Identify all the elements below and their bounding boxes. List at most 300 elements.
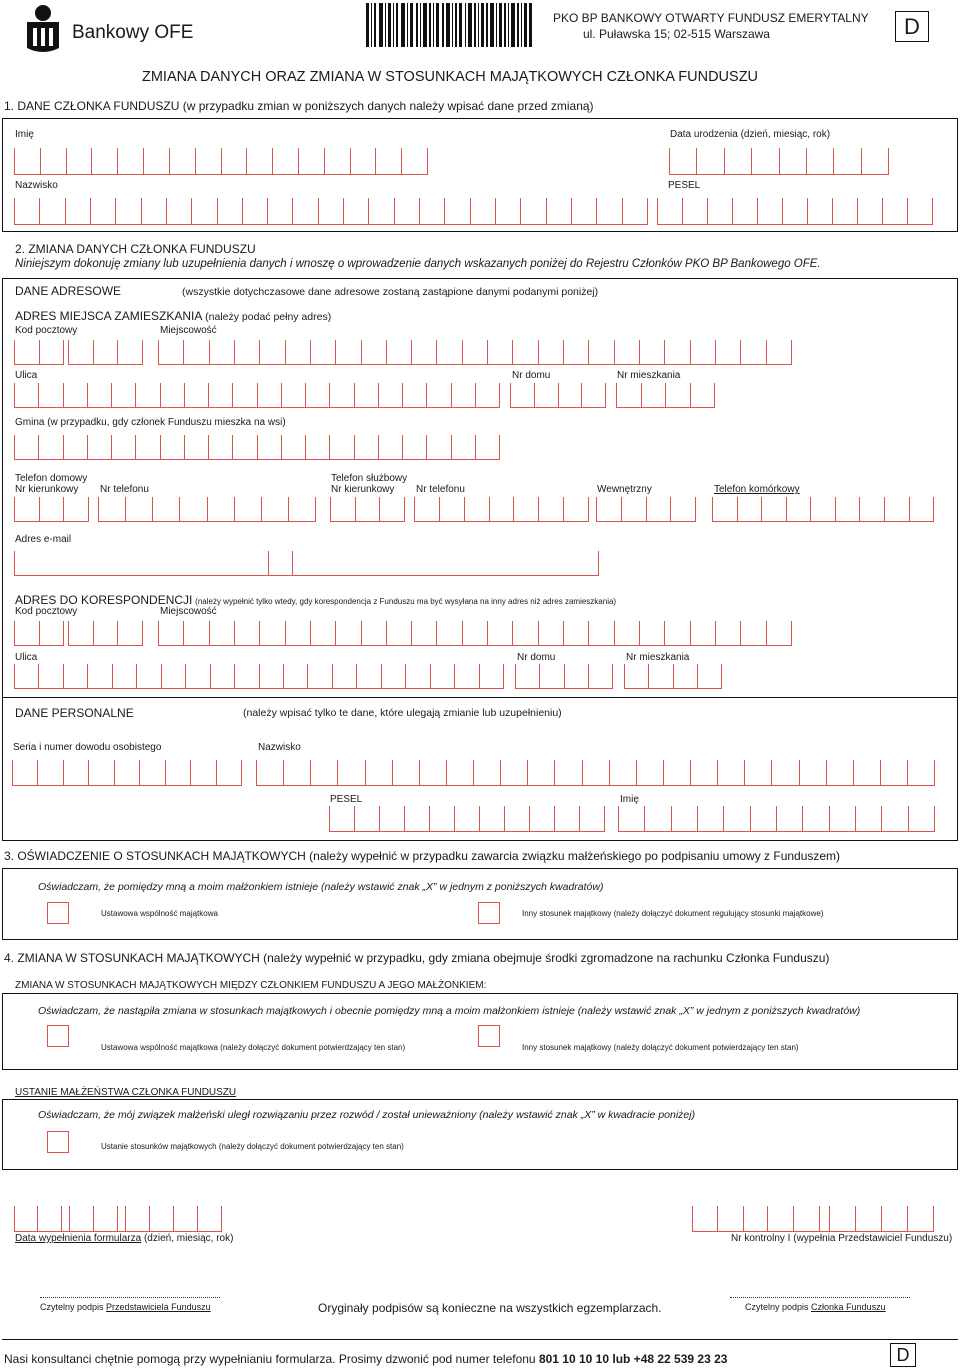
char-cell[interactable] xyxy=(338,760,365,786)
char-cell[interactable] xyxy=(674,664,698,689)
char-cell[interactable] xyxy=(355,806,380,832)
char-cell[interactable] xyxy=(319,198,344,225)
char-cell[interactable] xyxy=(243,198,268,225)
tel-sluzbowy-wewnetrzny[interactable] xyxy=(596,497,696,522)
data-urodzenia-input[interactable] xyxy=(669,148,889,175)
char-cell[interactable] xyxy=(445,198,470,225)
kor-ulica-input[interactable] xyxy=(14,664,504,689)
char-cell[interactable] xyxy=(539,621,564,646)
char-cell[interactable] xyxy=(412,621,437,646)
char-cell[interactable] xyxy=(233,383,257,408)
char-cell[interactable] xyxy=(94,340,119,365)
char-cell[interactable] xyxy=(738,497,763,522)
char-cell[interactable] xyxy=(440,497,465,522)
char-cell[interactable] xyxy=(395,198,420,225)
char-cell[interactable] xyxy=(38,1206,62,1232)
char-cell[interactable] xyxy=(64,435,88,460)
char-cell[interactable] xyxy=(616,383,642,408)
char-cell[interactable] xyxy=(645,806,671,832)
data-wypelnienia-input[interactable] xyxy=(14,1206,228,1232)
dowod-input[interactable] xyxy=(12,760,242,786)
char-cell[interactable] xyxy=(269,551,293,576)
char-cell[interactable] xyxy=(883,198,908,225)
char-cell[interactable] xyxy=(724,806,750,832)
char-cell[interactable] xyxy=(665,621,690,646)
char-cell[interactable] xyxy=(513,340,538,365)
char-cell[interactable] xyxy=(908,198,933,225)
char-cell[interactable] xyxy=(698,806,724,832)
char-cell[interactable] xyxy=(596,497,622,522)
char-cell[interactable] xyxy=(610,760,637,786)
char-cell[interactable] xyxy=(14,435,39,460)
char-cell[interactable] xyxy=(496,198,521,225)
char-cell[interactable] xyxy=(306,383,330,408)
char-cell[interactable] xyxy=(712,497,738,522)
imie-input[interactable] xyxy=(14,148,428,175)
char-cell[interactable] xyxy=(908,1206,934,1232)
char-cell[interactable] xyxy=(657,198,683,225)
char-cell[interactable] xyxy=(767,621,792,646)
char-cell[interactable] xyxy=(741,621,766,646)
char-cell[interactable] xyxy=(68,621,94,646)
char-cell[interactable] xyxy=(185,435,209,460)
char-cell[interactable] xyxy=(807,148,834,175)
char-cell[interactable] xyxy=(268,198,293,225)
char-cell[interactable] xyxy=(427,383,451,408)
char-cell[interactable] xyxy=(559,383,583,408)
char-cell[interactable] xyxy=(733,198,758,225)
char-cell[interactable] xyxy=(174,1206,198,1232)
char-cell[interactable] xyxy=(564,497,589,522)
char-cell[interactable] xyxy=(68,340,94,365)
char-cell[interactable] xyxy=(716,340,741,365)
char-cell[interactable] xyxy=(405,806,430,832)
char-cell[interactable] xyxy=(772,760,799,786)
char-cell[interactable] xyxy=(67,148,93,175)
char-cell[interactable] xyxy=(208,497,235,522)
char-cell[interactable] xyxy=(725,148,752,175)
char-cell[interactable] xyxy=(12,760,38,786)
char-cell[interactable] xyxy=(618,806,645,832)
char-cell[interactable] xyxy=(488,621,513,646)
char-cell[interactable] xyxy=(40,198,65,225)
char-cell[interactable] xyxy=(118,340,143,365)
char-cell[interactable] xyxy=(767,340,792,365)
char-cell[interactable] xyxy=(589,340,614,365)
char-cell[interactable] xyxy=(437,621,462,646)
char-cell[interactable] xyxy=(161,435,185,460)
char-cell[interactable] xyxy=(665,340,690,365)
char-cell[interactable] xyxy=(488,340,513,365)
char-cell[interactable] xyxy=(235,621,260,646)
char-cell[interactable] xyxy=(115,760,140,786)
char-cell[interactable] xyxy=(116,198,141,225)
char-cell[interactable] xyxy=(41,148,67,175)
s3-checkbox-ustawowa[interactable] xyxy=(47,902,69,924)
char-cell[interactable] xyxy=(217,760,242,786)
char-cell[interactable] xyxy=(112,435,136,460)
char-cell[interactable] xyxy=(311,621,336,646)
char-cell[interactable] xyxy=(882,806,908,832)
char-cell[interactable] xyxy=(293,551,599,576)
char-cell[interactable] xyxy=(380,806,405,832)
char-cell[interactable] xyxy=(387,340,412,365)
char-cell[interactable] xyxy=(672,806,698,832)
char-cell[interactable] xyxy=(683,198,708,225)
char-cell[interactable] xyxy=(530,806,555,832)
char-cell[interactable] xyxy=(14,148,41,175)
tel-domowy-kierunkowy[interactable] xyxy=(14,497,89,522)
char-cell[interactable] xyxy=(40,497,65,522)
char-cell[interactable] xyxy=(184,340,209,365)
char-cell[interactable] xyxy=(480,806,505,832)
char-cell[interactable] xyxy=(697,148,724,175)
kor-miejscowosc-input[interactable] xyxy=(158,621,792,646)
char-cell[interactable] xyxy=(64,497,89,522)
char-cell[interactable] xyxy=(393,760,420,786)
char-cell[interactable] xyxy=(88,664,112,689)
char-cell[interactable] xyxy=(490,497,515,522)
char-cell[interactable] xyxy=(356,497,381,522)
char-cell[interactable] xyxy=(153,497,180,522)
char-cell[interactable] xyxy=(420,760,447,786)
char-cell[interactable] xyxy=(427,435,451,460)
char-cell[interactable] xyxy=(92,148,118,175)
char-cell[interactable] xyxy=(256,760,284,786)
char-cell[interactable] xyxy=(64,664,88,689)
char-cell[interactable] xyxy=(718,1206,744,1232)
char-cell[interactable] xyxy=(830,806,856,832)
char-cell[interactable] xyxy=(260,340,285,365)
char-cell[interactable] xyxy=(521,198,546,225)
telefon-komorkowy-input[interactable] xyxy=(712,497,934,522)
char-cell[interactable] xyxy=(14,383,39,408)
char-cell[interactable] xyxy=(403,383,427,408)
char-cell[interactable] xyxy=(185,383,209,408)
char-cell[interactable] xyxy=(14,340,40,365)
char-cell[interactable] xyxy=(344,198,369,225)
char-cell[interactable] xyxy=(184,621,209,646)
char-cell[interactable] xyxy=(910,497,935,522)
char-cell[interactable] xyxy=(293,198,318,225)
miejscowosc-input[interactable] xyxy=(158,340,792,365)
char-cell[interactable] xyxy=(235,340,260,365)
char-cell[interactable] xyxy=(555,806,580,832)
char-cell[interactable] xyxy=(597,198,622,225)
char-cell[interactable] xyxy=(289,497,316,522)
char-cell[interactable] xyxy=(539,340,564,365)
char-cell[interactable] xyxy=(882,1206,908,1232)
char-cell[interactable] xyxy=(162,664,186,689)
char-cell[interactable] xyxy=(118,1206,126,1232)
char-cell[interactable] xyxy=(476,435,500,460)
char-cell[interactable] xyxy=(209,383,233,408)
char-cell[interactable] xyxy=(463,621,488,646)
char-cell[interactable] xyxy=(91,198,116,225)
char-cell[interactable] xyxy=(14,497,40,522)
char-cell[interactable] xyxy=(480,664,504,689)
char-cell[interactable] xyxy=(142,198,167,225)
char-cell[interactable] xyxy=(196,148,222,175)
char-cell[interactable] xyxy=(218,198,243,225)
kor-kod-pocztowy-part2[interactable] xyxy=(68,621,143,646)
char-cell[interactable] xyxy=(858,198,883,225)
char-cell[interactable] xyxy=(691,383,716,408)
char-cell[interactable] xyxy=(186,664,210,689)
char-cell[interactable] xyxy=(862,148,889,175)
char-cell[interactable] xyxy=(649,664,673,689)
char-cell[interactable] xyxy=(622,497,647,522)
char-cell[interactable] xyxy=(664,760,691,786)
char-cell[interactable] xyxy=(144,148,170,175)
char-cell[interactable] xyxy=(465,497,490,522)
char-cell[interactable] xyxy=(118,621,143,646)
s4-checkbox-inny[interactable] xyxy=(478,1025,500,1047)
char-cell[interactable] xyxy=(282,435,306,460)
char-cell[interactable] xyxy=(299,148,325,175)
char-cell[interactable] xyxy=(514,497,539,522)
char-cell[interactable] xyxy=(501,760,528,786)
char-cell[interactable] xyxy=(94,621,119,646)
char-cell[interactable] xyxy=(623,198,648,225)
char-cell[interactable] xyxy=(820,1206,830,1232)
ulica-input[interactable] xyxy=(14,383,500,408)
nr-kontrolny-input[interactable] xyxy=(692,1206,934,1232)
char-cell[interactable] xyxy=(528,760,555,786)
char-cell[interactable] xyxy=(909,806,935,832)
char-cell[interactable] xyxy=(112,383,136,408)
char-cell[interactable] xyxy=(330,435,354,460)
char-cell[interactable] xyxy=(452,383,476,408)
char-cell[interactable] xyxy=(14,551,269,576)
char-cell[interactable] xyxy=(768,1206,794,1232)
char-cell[interactable] xyxy=(311,760,338,786)
char-cell[interactable] xyxy=(669,148,697,175)
char-cell[interactable] xyxy=(191,760,216,786)
char-cell[interactable] xyxy=(615,621,640,646)
char-cell[interactable] xyxy=(580,806,605,832)
email-input[interactable] xyxy=(14,551,599,576)
char-cell[interactable] xyxy=(330,497,356,522)
pesel-input[interactable] xyxy=(657,198,933,225)
char-cell[interactable] xyxy=(362,621,387,646)
char-cell[interactable] xyxy=(547,198,572,225)
char-cell[interactable] xyxy=(14,621,40,646)
char-cell[interactable] xyxy=(811,497,836,522)
char-cell[interactable] xyxy=(745,760,772,786)
char-cell[interactable] xyxy=(379,383,403,408)
kor-kod-pocztowy-part1[interactable] xyxy=(14,621,64,646)
char-cell[interactable] xyxy=(403,435,427,460)
char-cell[interactable] xyxy=(351,148,377,175)
char-cell[interactable] xyxy=(198,1206,222,1232)
char-cell[interactable] xyxy=(336,340,361,365)
char-cell[interactable] xyxy=(624,664,649,689)
char-cell[interactable] xyxy=(126,1206,150,1232)
char-cell[interactable] xyxy=(505,806,530,832)
char-cell[interactable] xyxy=(210,340,235,365)
char-cell[interactable] xyxy=(402,148,428,175)
char-cell[interactable] xyxy=(362,340,387,365)
char-cell[interactable] xyxy=(14,1206,38,1232)
char-cell[interactable] xyxy=(741,340,766,365)
char-cell[interactable] xyxy=(64,760,89,786)
char-cell[interactable] xyxy=(881,760,908,786)
char-cell[interactable] xyxy=(471,198,496,225)
char-cell[interactable] xyxy=(572,198,597,225)
char-cell[interactable] xyxy=(535,383,559,408)
char-cell[interactable] xyxy=(192,198,217,225)
char-cell[interactable] xyxy=(447,760,474,786)
kor-nr-domu-input[interactable] xyxy=(515,664,613,689)
char-cell[interactable] xyxy=(716,621,741,646)
char-cell[interactable] xyxy=(589,621,614,646)
char-cell[interactable] xyxy=(222,148,248,175)
char-cell[interactable] xyxy=(564,621,589,646)
char-cell[interactable] xyxy=(380,497,405,522)
char-cell[interactable] xyxy=(564,340,589,365)
char-cell[interactable] xyxy=(783,198,808,225)
char-cell[interactable] xyxy=(39,664,63,689)
char-cell[interactable] xyxy=(247,148,273,175)
char-cell[interactable] xyxy=(94,1206,118,1232)
char-cell[interactable] xyxy=(671,497,696,522)
nr-mieszkania-input[interactable] xyxy=(616,383,715,408)
char-cell[interactable] xyxy=(515,664,540,689)
char-cell[interactable] xyxy=(691,340,716,365)
char-cell[interactable] xyxy=(211,664,235,689)
s4-checkbox-ustawowa[interactable] xyxy=(47,1025,69,1047)
char-cell[interactable] xyxy=(210,621,235,646)
char-cell[interactable] xyxy=(355,383,379,408)
kod-pocztowy-part1[interactable] xyxy=(14,340,64,365)
char-cell[interactable] xyxy=(691,760,718,786)
char-cell[interactable] xyxy=(118,148,144,175)
char-cell[interactable] xyxy=(834,148,861,175)
char-cell[interactable] xyxy=(158,340,184,365)
char-cell[interactable] xyxy=(336,621,361,646)
gmina-input[interactable] xyxy=(14,435,500,460)
s3-checkbox-inny[interactable] xyxy=(478,902,500,924)
char-cell[interactable] xyxy=(284,664,308,689)
char-cell[interactable] xyxy=(455,664,479,689)
char-cell[interactable] xyxy=(513,621,538,646)
char-cell[interactable] xyxy=(167,198,192,225)
char-cell[interactable] xyxy=(751,806,777,832)
char-cell[interactable] xyxy=(140,760,165,786)
char-cell[interactable] xyxy=(555,760,582,786)
char-cell[interactable] xyxy=(666,383,691,408)
char-cell[interactable] xyxy=(476,383,500,408)
char-cell[interactable] xyxy=(235,664,259,689)
char-cell[interactable] xyxy=(233,435,257,460)
char-cell[interactable] xyxy=(161,383,185,408)
char-cell[interactable] xyxy=(126,497,153,522)
char-cell[interactable] xyxy=(136,435,160,460)
char-cell[interactable] xyxy=(640,340,665,365)
char-cell[interactable] xyxy=(40,340,65,365)
char-cell[interactable] xyxy=(827,760,854,786)
char-cell[interactable] xyxy=(718,760,745,786)
dp-nazwisko-input[interactable] xyxy=(256,760,935,786)
char-cell[interactable] xyxy=(209,435,233,460)
char-cell[interactable] xyxy=(615,340,640,365)
char-cell[interactable] xyxy=(262,497,289,522)
char-cell[interactable] xyxy=(642,383,667,408)
dp-pesel-input[interactable] xyxy=(329,806,605,832)
char-cell[interactable] xyxy=(777,806,803,832)
char-cell[interactable] xyxy=(762,497,787,522)
char-cell[interactable] xyxy=(752,148,779,175)
char-cell[interactable] xyxy=(369,198,394,225)
char-cell[interactable] xyxy=(88,435,112,460)
tel-sluzbowy-kierunkowy[interactable] xyxy=(330,497,405,522)
char-cell[interactable] xyxy=(98,497,126,522)
char-cell[interactable] xyxy=(180,497,207,522)
char-cell[interactable] xyxy=(357,664,381,689)
char-cell[interactable] xyxy=(539,497,564,522)
char-cell[interactable] xyxy=(860,497,885,522)
char-cell[interactable] xyxy=(691,621,716,646)
char-cell[interactable] xyxy=(803,806,829,832)
char-cell[interactable] xyxy=(282,383,306,408)
char-cell[interactable] xyxy=(637,760,664,786)
char-cell[interactable] xyxy=(258,435,282,460)
char-cell[interactable] xyxy=(286,621,311,646)
char-cell[interactable] xyxy=(170,148,196,175)
char-cell[interactable] xyxy=(780,148,807,175)
char-cell[interactable] xyxy=(158,621,184,646)
char-cell[interactable] xyxy=(306,435,330,460)
char-cell[interactable] xyxy=(273,148,299,175)
kor-nr-mieszkania-input[interactable] xyxy=(624,664,722,689)
char-cell[interactable] xyxy=(379,435,403,460)
char-cell[interactable] xyxy=(66,198,91,225)
char-cell[interactable] xyxy=(39,435,63,460)
kod-pocztowy-part2[interactable] xyxy=(68,340,143,365)
char-cell[interactable] xyxy=(452,435,476,460)
char-cell[interactable] xyxy=(333,664,357,689)
char-cell[interactable] xyxy=(565,664,589,689)
char-cell[interactable] xyxy=(431,664,455,689)
char-cell[interactable] xyxy=(808,198,833,225)
char-cell[interactable] xyxy=(14,198,40,225)
char-cell[interactable] xyxy=(89,760,114,786)
char-cell[interactable] xyxy=(830,1206,856,1232)
char-cell[interactable] xyxy=(387,621,412,646)
char-cell[interactable] xyxy=(40,621,65,646)
tel-sluzbowy-numer[interactable] xyxy=(414,497,589,522)
char-cell[interactable] xyxy=(800,760,827,786)
char-cell[interactable] xyxy=(414,497,440,522)
char-cell[interactable] xyxy=(589,664,613,689)
char-cell[interactable] xyxy=(908,760,935,786)
char-cell[interactable] xyxy=(64,383,88,408)
char-cell[interactable] xyxy=(14,664,39,689)
char-cell[interactable] xyxy=(260,621,285,646)
char-cell[interactable] xyxy=(150,1206,174,1232)
char-cell[interactable] xyxy=(540,664,564,689)
char-cell[interactable] xyxy=(510,383,535,408)
char-cell[interactable] xyxy=(70,1206,94,1232)
char-cell[interactable] xyxy=(355,435,379,460)
char-cell[interactable] xyxy=(437,340,462,365)
char-cell[interactable] xyxy=(136,383,160,408)
char-cell[interactable] xyxy=(854,760,881,786)
char-cell[interactable] xyxy=(366,760,393,786)
tel-domowy-numer[interactable] xyxy=(98,497,316,522)
char-cell[interactable] xyxy=(166,760,191,786)
